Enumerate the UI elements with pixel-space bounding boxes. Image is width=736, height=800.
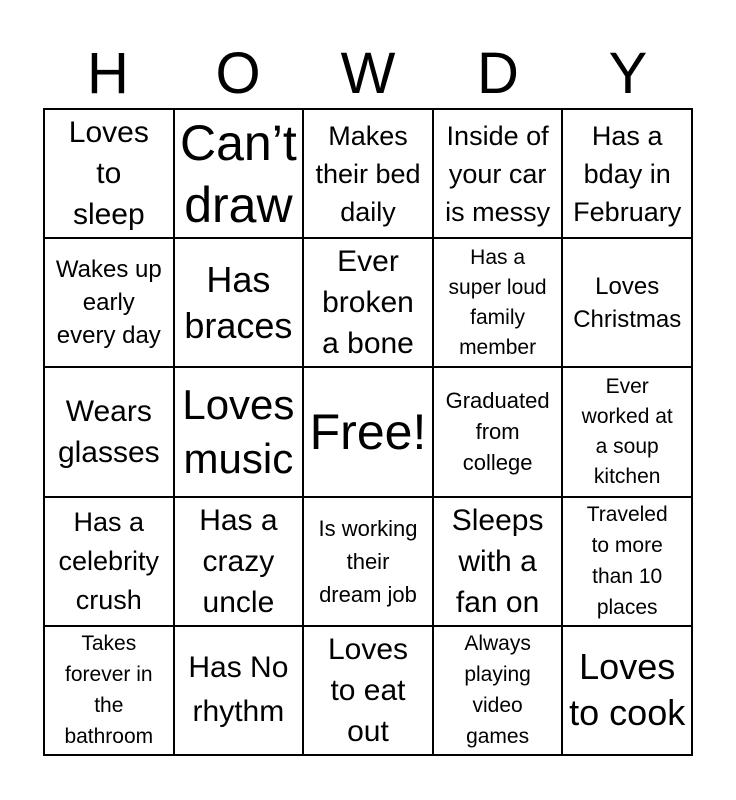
bingo-header xyxy=(43,40,693,108)
bingo-cell[interactable] xyxy=(174,109,304,238)
cell-text: Ever worked at a soup kitchen xyxy=(581,374,673,488)
bingo-cell[interactable] xyxy=(174,238,304,367)
bingo-cell[interactable] xyxy=(44,626,174,755)
bingo-cell[interactable] xyxy=(562,238,692,367)
cell-text: Graduated from college xyxy=(445,388,550,476)
cell-text: Loves to sleep xyxy=(68,116,149,232)
header-letter-w: W xyxy=(340,41,396,106)
bingo-cell[interactable] xyxy=(44,238,174,367)
header-letter-h: H xyxy=(87,41,129,106)
bingo-cell[interactable] xyxy=(562,497,692,626)
cell-text: Ever broken a bone xyxy=(322,245,414,361)
bingo-cell[interactable] xyxy=(562,367,692,496)
cell-text: Free! xyxy=(309,403,427,460)
cell-text: Can’t draw xyxy=(180,114,297,233)
cell-text: Inside of your car is messy xyxy=(445,120,551,227)
bingo-cell[interactable] xyxy=(433,109,563,238)
cell-text: Makes their bed daily xyxy=(315,120,421,227)
cell-text: Loves music xyxy=(182,380,295,482)
bingo-cell[interactable] xyxy=(174,626,304,755)
cell-text: Has No rhythm xyxy=(188,651,289,729)
cell-text: Is working their dream job xyxy=(318,515,418,607)
cell-text: Has a crazy uncle xyxy=(199,503,278,619)
bingo-cell[interactable] xyxy=(303,109,433,238)
header-letter-y: Y xyxy=(608,41,648,106)
bingo-cell[interactable] xyxy=(44,109,174,238)
cell-text: Has braces xyxy=(184,258,293,346)
bingo-cell[interactable] xyxy=(174,367,304,496)
bingo-grid xyxy=(43,108,693,756)
bingo-cell[interactable] xyxy=(562,626,692,755)
header-letter-d: D xyxy=(477,41,519,106)
bingo-cell[interactable] xyxy=(303,497,433,626)
bingo-cell[interactable] xyxy=(303,367,433,496)
bingo-cell[interactable] xyxy=(433,497,563,626)
bingo-cell[interactable] xyxy=(433,626,563,755)
cell-text: Wears glasses xyxy=(57,394,160,469)
bingo-cell[interactable] xyxy=(303,238,433,367)
bingo-cell[interactable] xyxy=(433,367,563,496)
cell-text: Always playing video games xyxy=(464,632,531,749)
cell-text: Loves to cook xyxy=(569,646,686,734)
cell-text: Wakes up early every day xyxy=(55,256,162,350)
bingo-cell[interactable] xyxy=(433,238,563,367)
cell-text: Sleeps with a fan on xyxy=(451,503,544,619)
header-letter-o: O xyxy=(215,41,261,106)
cell-text: Traveled to more than 10 places xyxy=(586,503,668,620)
bingo-cell[interactable] xyxy=(44,497,174,626)
cell-text: Has a super loud family member xyxy=(448,245,547,359)
bingo-cell[interactable] xyxy=(562,109,692,238)
bingo-cell[interactable] xyxy=(174,497,304,626)
bingo-cell[interactable] xyxy=(44,367,174,496)
bingo-cell[interactable] xyxy=(303,626,433,755)
cell-text: Takes forever in the bathroom xyxy=(64,632,154,749)
cell-text: Loves Christmas xyxy=(573,272,682,333)
cell-text: Has a celebrity crush xyxy=(58,506,160,615)
cell-text: Loves to eat out xyxy=(327,632,409,748)
cell-text: Has a bday in February xyxy=(573,120,682,227)
